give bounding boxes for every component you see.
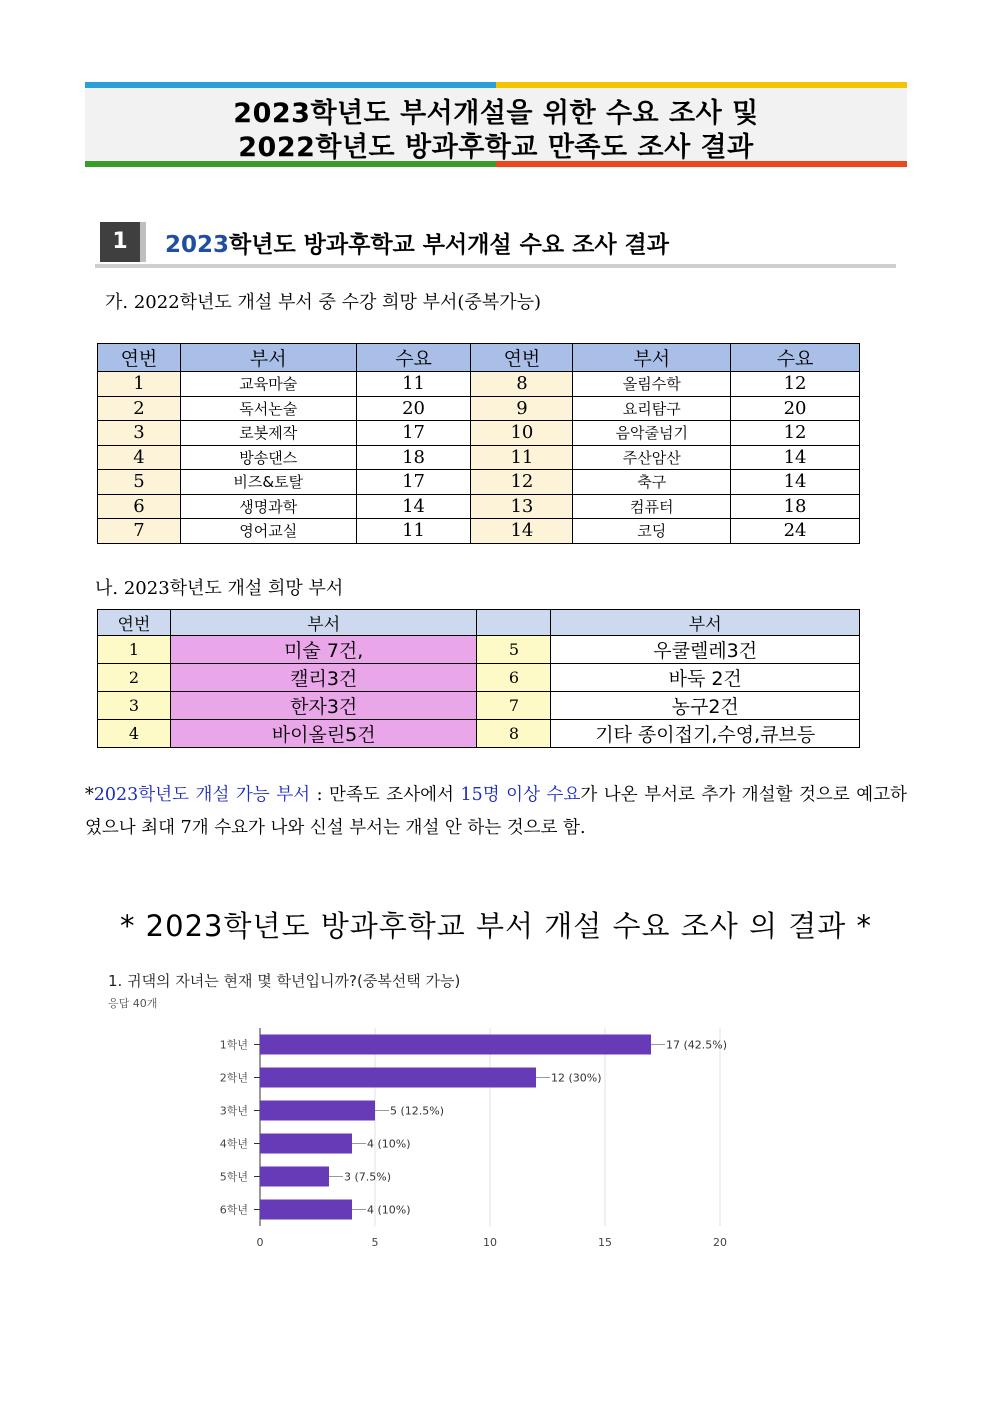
new-club-request-table: [97, 609, 860, 748]
cell-club: 올림수학: [573, 372, 731, 397]
data-label: 4 (10%): [367, 1137, 411, 1151]
cell-club: 교육마술: [180, 372, 356, 397]
note-text-2: 가 나온 부서로 추가 개설할 것으로 예고하였으나 최대 7개 수요가 나와 신설 부서는 개설 안 하는 것으로 함.: [85, 785, 908, 838]
x-tick-label: 0: [256, 1236, 264, 1249]
cell-demand: 20: [731, 396, 860, 421]
cell-club: 요리탐구: [573, 396, 731, 421]
section-title-rest: 학년도 방과후학교 부서개설 수요 조사 결과: [229, 232, 669, 258]
page-title-line-2: 2022학년도 방과후학교 만족도 조사 결과: [238, 132, 754, 163]
note-star: *: [85, 785, 94, 805]
data-label: 4 (10%): [367, 1203, 411, 1217]
bar: [260, 1101, 375, 1121]
note-text-1: : 만족도 조사에서: [310, 785, 461, 805]
table-row: [98, 664, 860, 692]
x-tick-label: 10: [483, 1236, 497, 1249]
col-header-demand: 수요: [731, 344, 860, 372]
table-row: [98, 445, 860, 470]
cell-demand: 18: [356, 445, 471, 470]
banner-bar-top-right: [496, 82, 907, 88]
cell-number: 14: [471, 519, 573, 544]
data-label: 3 (7.5%): [344, 1170, 392, 1184]
cell-club: 바이올린5건: [170, 720, 477, 748]
note-paragraph: [85, 779, 907, 845]
cell-demand: 12: [731, 421, 860, 446]
banner-bar-top-left: [85, 82, 496, 88]
col-header-club: 부서: [551, 610, 860, 636]
y-tick-label: 5학년: [219, 1170, 248, 1184]
col-header-blank: [477, 610, 551, 636]
demand-table: [97, 343, 860, 544]
subsection-a-heading: 가. 2022학년도 개설 부서 중 수강 희망 부서(중복가능): [105, 292, 541, 313]
section-title-year: 2023: [165, 232, 230, 258]
section-underline: [95, 264, 896, 268]
cell-club: 캘리3건: [170, 664, 477, 692]
cell-number: 11: [471, 445, 573, 470]
cell-number: 2: [98, 396, 181, 421]
cell-number: 1: [98, 372, 181, 397]
cell-demand: 24: [731, 519, 860, 544]
col-header-demand: 수요: [356, 344, 471, 372]
cell-club: 방송댄스: [180, 445, 356, 470]
cell-demand: 12: [731, 372, 860, 397]
y-tick-label: 6학년: [219, 1203, 248, 1217]
cell-club: 음악줄넘기: [573, 421, 731, 446]
col-header-number: 연번: [98, 344, 181, 372]
survey-results-title: * 2023학년도 방과후학교 부서 개설 수요 조사 의 결과 *: [119, 909, 873, 943]
cell-number: 10: [471, 421, 573, 446]
cell-number: 12: [471, 470, 573, 495]
grade-bar-chart: [200, 1020, 760, 1255]
cell-number: 8: [471, 372, 573, 397]
bar: [260, 1134, 352, 1154]
col-header-number: 연번: [98, 610, 171, 636]
cell-demand: 20: [356, 396, 471, 421]
cell-club: 축구: [573, 470, 731, 495]
table-row: [98, 470, 860, 495]
table-row: [98, 636, 860, 664]
cell-club: 농구2건: [551, 692, 860, 720]
cell-demand: 17: [356, 470, 471, 495]
col-header-club: 부서: [573, 344, 731, 372]
table-row: [98, 519, 860, 544]
cell-number: 7: [477, 692, 551, 720]
bar: [260, 1035, 651, 1055]
cell-number: 8: [477, 720, 551, 748]
col-header-club: 부서: [170, 610, 477, 636]
cell-number: 13: [471, 494, 573, 519]
table-header-row: [98, 610, 860, 636]
cell-club: 컴퓨터: [573, 494, 731, 519]
x-tick-label: 15: [598, 1236, 612, 1249]
col-header-club: 부서: [180, 344, 356, 372]
cell-demand: 14: [356, 494, 471, 519]
cell-number: 4: [98, 720, 171, 748]
section-number-edge: [140, 222, 146, 262]
cell-club: 코딩: [573, 519, 731, 544]
table-row: [98, 692, 860, 720]
y-tick-label: 4학년: [219, 1137, 248, 1151]
section-title: [165, 226, 669, 259]
cell-number: 4: [98, 445, 181, 470]
x-tick-label: 5: [371, 1236, 379, 1249]
cell-number: 3: [98, 692, 171, 720]
table-row: [98, 494, 860, 519]
page-title-line-1: 2023학년도 부서개설을 위한 수요 조사 및: [233, 98, 759, 129]
table-row: [98, 396, 860, 421]
cell-club: 기타 종이접기,수영,큐브등: [551, 720, 860, 748]
y-tick-label: 2학년: [219, 1071, 248, 1085]
cell-demand: 14: [731, 445, 860, 470]
cell-club: 로봇제작: [180, 421, 356, 446]
y-tick-label: 3학년: [219, 1104, 248, 1118]
cell-club: 바둑 2건: [551, 664, 860, 692]
bar: [260, 1068, 536, 1088]
note-highlight-threshold: 15명 이상 수요: [460, 785, 581, 805]
data-label: 17 (42.5%): [666, 1038, 728, 1052]
cell-number: 2: [98, 664, 171, 692]
data-label: 5 (12.5%): [390, 1104, 445, 1118]
bar: [260, 1200, 352, 1220]
cell-club: 영어교실: [180, 519, 356, 544]
col-header-number: 연번: [471, 344, 573, 372]
cell-number: 6: [477, 664, 551, 692]
bar: [260, 1167, 329, 1187]
cell-club: 미술 7건,: [170, 636, 477, 664]
subsection-b-heading: 나. 2023학년도 개설 희망 부서: [95, 578, 344, 599]
x-tick-label: 20: [713, 1236, 727, 1249]
note-highlight-available-clubs: 2023학년도 개설 가능 부서: [93, 785, 311, 805]
table-row: [98, 372, 860, 397]
cell-demand: 11: [356, 372, 471, 397]
y-tick-label: 1학년: [219, 1038, 248, 1052]
cell-number: 1: [98, 636, 171, 664]
cell-number: 5: [98, 470, 181, 495]
cell-club: 독서논술: [180, 396, 356, 421]
cell-club: 한자3건: [170, 692, 477, 720]
table-row: [98, 720, 860, 748]
cell-demand: 11: [356, 519, 471, 544]
cell-club: 비즈&토탈: [180, 470, 356, 495]
cell-club: 우쿨렐레3건: [551, 636, 860, 664]
cell-club: 생명과학: [180, 494, 356, 519]
cell-demand: 18: [731, 494, 860, 519]
cell-number: 3: [98, 421, 181, 446]
section-number: 1: [100, 222, 140, 262]
cell-number: 6: [98, 494, 181, 519]
data-label: 12 (30%): [551, 1071, 602, 1085]
question-title: 1. 귀댁의 자녀는 현재 몇 학년입니까?(중복선택 가능): [108, 972, 461, 990]
table-row: [98, 421, 860, 446]
cell-club: 주산암산: [573, 445, 731, 470]
cell-demand: 17: [356, 421, 471, 446]
cell-number: 7: [98, 519, 181, 544]
cell-number: 9: [471, 396, 573, 421]
cell-number: 5: [477, 636, 551, 664]
table-header-row: [98, 344, 860, 372]
response-count: 응답 40개: [108, 997, 158, 1010]
cell-demand: 14: [731, 470, 860, 495]
